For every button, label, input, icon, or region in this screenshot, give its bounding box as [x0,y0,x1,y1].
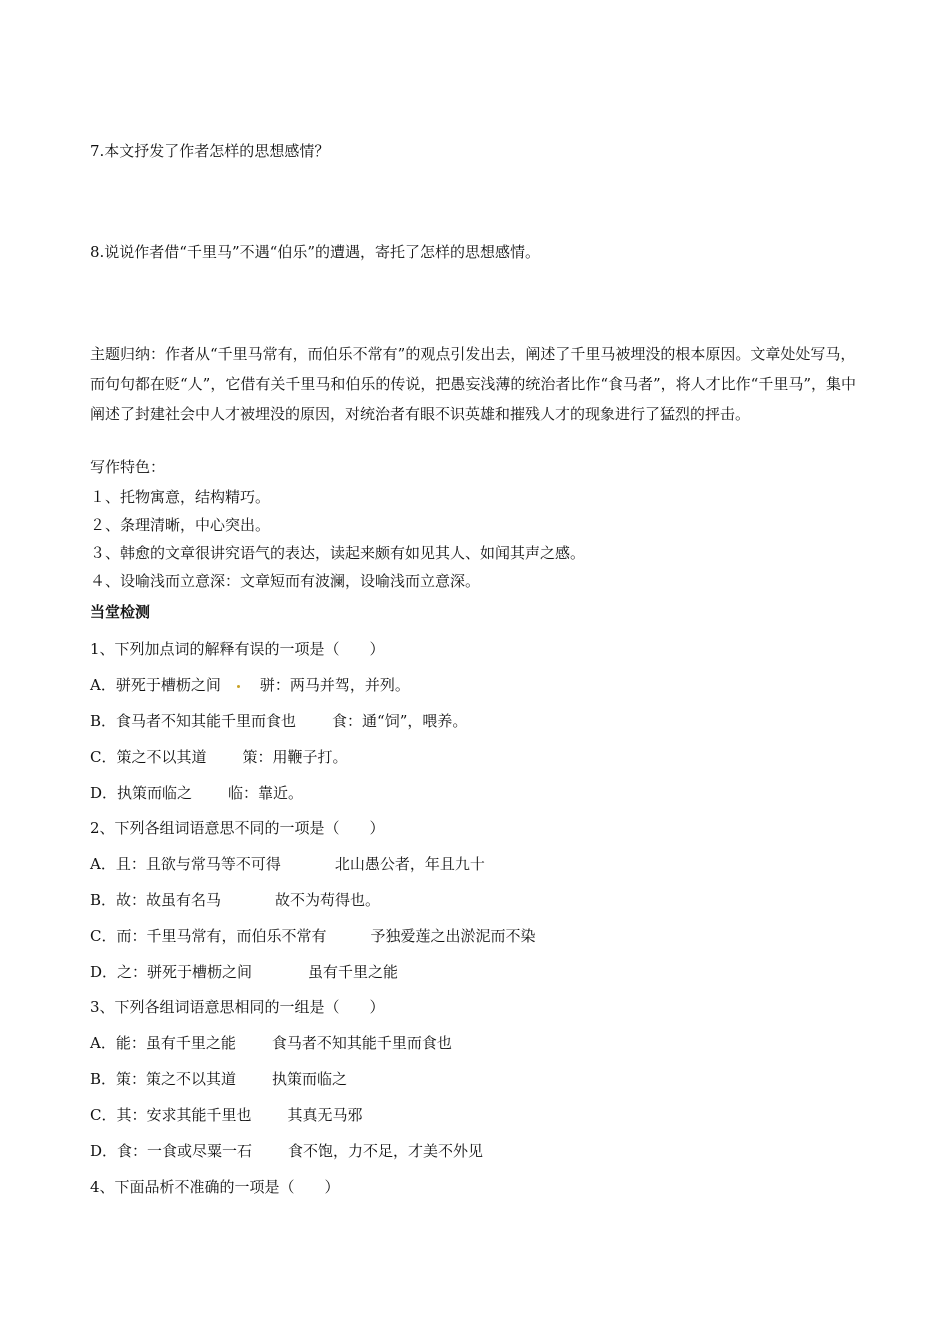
option-d [90,783,303,803]
option-text: D．之：骈死于槽枥之间 [90,963,253,981]
option-explanation: 故不为苟得也。 [275,891,381,909]
option-text: A．骈死于槽枥之间 [90,676,221,694]
option-text: B．策：策之不以其道 [90,1070,237,1088]
option-text: D．食：一食或尽粟一石 [90,1142,253,1160]
option-explanation: 食不饱，力不足，才美不外见 [288,1142,484,1160]
option-a [90,854,485,874]
option-text: D．执策而临之 [90,784,193,802]
option-explanation: 临：靠近。 [228,784,304,802]
option-d [90,962,398,982]
option-b [90,890,380,910]
option-explanation: 其真无马邪 [287,1106,363,1124]
test-question-4: 4、下面品析不准确的一项是（ ） [90,1178,340,1196]
option-explanation: 北山愚公者，年且九十 [334,855,485,873]
option-text: A．能：虽有千里之能 [90,1034,236,1052]
test-heading: 当堂检测 [90,603,151,621]
test-question-3: 3、下列各组词语意思相同的一组是（ ） [90,998,385,1016]
option-text: A．且：且欲与常马等不可得 [90,855,281,873]
option-b [90,711,467,731]
writing-feature-item: ２、条理清晰，中心突出。 [90,516,271,534]
writing-feature-item: ４、设喻浅而立意深：文章短而有波澜，设喻浅而立意深。 [90,572,481,590]
option-text: C．而：千里马常有，而伯乐不常有 [90,927,327,945]
option-d [90,1141,483,1161]
option-text: B．故：故虽有名马 [90,891,222,909]
option-c [90,926,536,946]
option-explanation: 骈：两马并驾，并列。 [259,676,410,694]
option-explanation: 策：用鞭子打。 [242,748,348,766]
option-text: C．策之不以其道 [90,748,207,766]
marker-dot [237,685,240,688]
option-explanation: 予独爱莲之出淤泥而不染 [370,927,536,945]
question-7: 7.本文抒发了作者怎样的思想感情？ [90,142,330,160]
writing-feature-item: ３、韩愈的文章很讲究语气的表达，读起来颇有如见其人、如闻其声之感。 [90,544,586,562]
option-explanation: 食马者不知其能千里而食也 [271,1034,452,1052]
option-explanation: 执策而临之 [272,1070,348,1088]
option-text: C．其：安求其能千里也 [90,1106,252,1124]
option-c [90,1105,363,1125]
option-b [90,1069,347,1089]
option-text: B．食马者不知其能千里而食也 [90,712,297,730]
option-explanation: 虽有千里之能 [308,963,399,981]
option-explanation: 食：通“饲”，喂养。 [332,712,468,730]
test-question-1: 1、下列加点词的解释有误的一项是（ ） [90,640,385,658]
test-question-2: 2、下列各组词语意思不同的一项是（ ） [90,819,385,837]
writing-feature-item: １、托物寓意，结构精巧。 [90,488,271,506]
option-a [90,1033,452,1053]
theme-summary: 主题归纳：作者从“千里马常有，而伯乐不常有”的观点引发出去，阐述了千里马被埋没的根本原因。文章处处写马，而句句都在贬“人”，它借有关千里马和伯乐的传说，把愚妄浅薄的统治者比作“食马者”，将人才比作“千里马”，集中阐述了封建社会中人才被埋没的原因，对统治者有眼不识英雄和摧残人才的现象进行了猛烈的抨击。 [90,345,857,423]
option-a [90,675,410,695]
question-8: 8.说说作者借“千里马”不遇“伯乐”的遭遇，寄托了怎样的思想感情。 [90,243,540,261]
writing-features-heading: 写作特色： [90,458,166,476]
option-c [90,747,348,767]
